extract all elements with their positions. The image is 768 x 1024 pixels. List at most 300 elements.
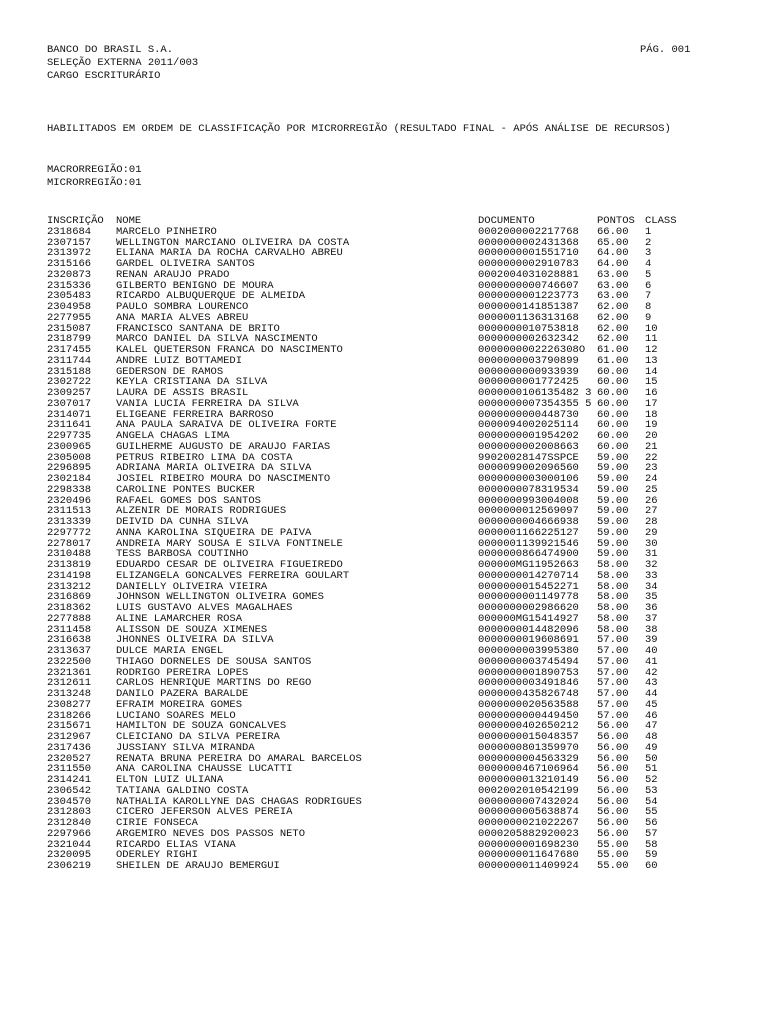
cell-class: 46	[645, 709, 658, 722]
cell-documento: 0000000007354355 5	[478, 397, 592, 410]
cell-inscricao: 2313637	[47, 645, 92, 657]
cell-nome: ELIZANGELA GONCALVES FERREIRA GOULART	[116, 569, 350, 582]
cell-class: 39	[645, 634, 658, 647]
cell-pontos: 60.00	[597, 365, 629, 378]
cell-inscricao: 2312840	[47, 817, 92, 829]
cell-class: 27	[645, 505, 658, 518]
cargo-name: CARGO ESCRITURÁRIO	[47, 70, 161, 82]
micro-region: MICRORREGIÃO:01	[47, 177, 142, 189]
cell-pontos: 57.00	[597, 634, 629, 647]
cell-inscricao: 2320873	[47, 268, 92, 281]
cell-nome: CAROLINE PONTES BUCKER	[116, 483, 255, 496]
cell-nome: TATIANA GALDINO COSTA	[116, 784, 249, 797]
cell-nome: PETRUS RIBEIRO LIMA DA COSTA	[116, 451, 293, 464]
cell-pontos: 57.00	[597, 677, 629, 690]
cell-class: 6	[645, 279, 652, 292]
cell-inscricao: 2313972	[47, 247, 92, 260]
cell-inscricao: 2304958	[47, 301, 92, 313]
cell-documento: 0000000015452271	[478, 580, 579, 593]
cell-documento: 0000000011647680	[478, 849, 579, 862]
cell-class: 47	[645, 720, 658, 733]
cell-inscricao: 2322500	[47, 655, 92, 668]
table-row	[0, 399, 768, 410]
cell-nome: JHONNES OLIVEIRA DA SILVA	[116, 634, 274, 647]
cell-documento: 0000000005638874	[478, 806, 579, 819]
cell-pontos: 57.00	[597, 666, 629, 679]
cell-documento: 0000000015048357	[478, 731, 579, 743]
cell-class: 4	[645, 258, 652, 270]
cell-nome: ANDREIA MARY SOUSA E SILVA FONTINELE	[116, 537, 343, 550]
table-row	[0, 614, 768, 625]
cell-inscricao: 2311550	[47, 763, 92, 776]
cell-pontos: 57.00	[597, 655, 629, 668]
table-row	[0, 829, 768, 840]
cell-pontos: 58.00	[597, 602, 629, 614]
cell-class: 2	[645, 236, 652, 249]
cell-inscricao: 2306219	[47, 860, 92, 872]
cell-pontos: 56.00	[597, 784, 629, 797]
cell-nome: RODRIGO PEREIRA LOPES	[116, 666, 249, 679]
cell-documento: 0000000435826748	[478, 688, 579, 700]
cell-class: 35	[645, 591, 658, 604]
cell-class: 58	[645, 838, 658, 851]
cell-pontos: 62.00	[597, 322, 629, 335]
cell-class: 37	[645, 612, 658, 625]
cell-documento: 0000000011409924	[478, 860, 579, 872]
cell-documento: 0000000801359970	[478, 741, 579, 754]
cell-documento: 0000000002632342	[478, 333, 579, 346]
table-row	[0, 861, 768, 872]
cell-pontos: 57.00	[597, 688, 629, 700]
page-number: PÁG. 001	[640, 44, 691, 56]
col-header-documento: DOCUMENTO	[478, 215, 535, 227]
cell-documento: 0000000003491846	[478, 677, 579, 690]
cell-inscricao: 2298338	[47, 483, 92, 496]
cell-class: 40	[645, 645, 658, 657]
cell-nome: WELLINGTON MARCIANO OLIVEIRA DA COSTA	[116, 236, 350, 249]
cell-documento: 0000000141851387	[478, 301, 579, 313]
cell-pontos: 58.00	[597, 559, 629, 571]
cell-inscricao: 2321361	[47, 666, 92, 679]
cell-class: 44	[645, 688, 658, 700]
cell-inscricao: 2316638	[47, 634, 92, 647]
cell-class: 54	[645, 795, 658, 808]
cell-nome: GILBERTO BENIGNO DE MOURA	[116, 279, 274, 292]
cell-nome: ANA CAROLINA CHAUSSE LUCATTI	[116, 763, 293, 776]
cell-inscricao: 2297735	[47, 430, 92, 442]
cell-nome: PAULO SOMBRA LOURENCO	[116, 301, 249, 313]
cell-inscricao: 2318799	[47, 333, 92, 346]
table-row	[0, 571, 768, 582]
cell-documento: 0000000003995380	[478, 645, 579, 657]
cell-class: 1	[645, 225, 652, 238]
cell-pontos: 62.00	[597, 333, 629, 346]
cell-nome: SHEILEN DE ARAUJO BEMERGUI	[116, 860, 280, 872]
cell-class: 19	[645, 419, 658, 432]
cell-class: 16	[645, 387, 658, 399]
cell-class: 18	[645, 408, 658, 421]
cell-pontos: 62.00	[597, 311, 629, 324]
cell-nome: DULCE MARIA ENGEL	[116, 645, 224, 657]
cell-nome: LUCIANO SOARES MELO	[116, 709, 236, 722]
cell-inscricao: 2310488	[47, 548, 92, 561]
cell-nome: DANIELLY OLIVEIRA VIEIRA	[116, 580, 268, 593]
cell-nome: DANILO PAZERA BARALDE	[116, 688, 249, 700]
cell-inscricao: 2315188	[47, 365, 92, 378]
cell-inscricao: 2320095	[47, 849, 92, 862]
cell-inscricao: 2307157	[47, 236, 92, 249]
cell-documento: 0000000001772425	[478, 376, 579, 389]
cell-pontos: 60.00	[597, 376, 629, 389]
cell-nome: JOHNSON WELLINGTON OLIVEIRA GOMES	[116, 591, 324, 604]
cell-inscricao: 2297966	[47, 827, 92, 840]
cell-class: 43	[645, 677, 658, 690]
cell-pontos: 59.00	[597, 494, 629, 507]
cell-nome: ODERLEY RIGHI	[116, 849, 198, 862]
cell-class: 11	[645, 333, 658, 346]
cell-inscricao: 2318684	[47, 225, 92, 238]
cell-pontos: 58.00	[597, 591, 629, 604]
cell-pontos: 56.00	[597, 720, 629, 733]
cell-class: 7	[645, 290, 652, 303]
col-header-pontos: PONTOS	[597, 215, 635, 227]
cell-nome: RENATA BRUNA PEREIRA DO AMARAL BARCELOS	[116, 752, 362, 765]
cell-documento: 99020028147SSPCE	[478, 451, 579, 464]
cell-class: 50	[645, 752, 658, 765]
cell-pontos: 66.00	[597, 225, 629, 238]
cell-inscricao: 2302722	[47, 376, 92, 389]
cell-pontos: 61.00	[597, 354, 629, 367]
cell-documento: 0000094002025114	[478, 419, 579, 432]
table-row	[0, 743, 768, 754]
table-row	[0, 442, 768, 453]
macro-region: MACRORREGIÃO:01	[47, 164, 142, 176]
cell-inscricao: 2309257	[47, 387, 92, 399]
cell-pontos: 58.00	[597, 623, 629, 636]
cell-documento: 0000000002986620	[478, 602, 579, 614]
cell-documento: 0000000003790899	[478, 354, 579, 367]
cell-nome: VANIA LUCIA FERREIRA DA SILVA	[116, 397, 299, 410]
cell-inscricao: 2304570	[47, 795, 92, 808]
cell-class: 21	[645, 440, 658, 453]
cell-nome: MARCELO PINHEIRO	[116, 225, 217, 238]
cell-class: 53	[645, 784, 658, 797]
cell-pontos: 63.00	[597, 290, 629, 303]
cell-documento: 0000000012569097	[478, 505, 579, 518]
cell-inscricao: 2311641	[47, 419, 92, 432]
cell-class: 28	[645, 516, 658, 528]
cell-pontos: 56.00	[597, 741, 629, 754]
cell-documento: 0002004031028881	[478, 268, 579, 281]
cell-inscricao: 2314241	[47, 774, 92, 786]
cell-nome: ALINE LAMARCHER ROSA	[116, 612, 243, 625]
cell-inscricao: 2312803	[47, 806, 92, 819]
cell-pontos: 59.00	[597, 473, 629, 485]
cell-inscricao: 2312611	[47, 677, 92, 690]
cell-pontos: 56.00	[597, 795, 629, 808]
cell-documento: 0000000000448730	[478, 408, 579, 421]
report-title: HABILITADOS EM ORDEM DE CLASSIFICAÇÃO POR MICRORREGIÃO (RESULTADO FINAL - APÓS ANÁLISE DE RECURSOS)	[47, 123, 671, 135]
bank-name: BANCO DO BRASIL S.A.	[47, 44, 174, 56]
cell-documento: 0000000078319534	[478, 483, 579, 496]
cell-pontos: 57.00	[597, 709, 629, 722]
cell-class: 45	[645, 698, 658, 711]
cell-inscricao: 2320527	[47, 752, 92, 765]
cell-class: 34	[645, 580, 658, 593]
cell-inscricao: 2277955	[47, 311, 92, 324]
cell-documento: 0000001136313168	[478, 311, 579, 324]
table-row	[0, 700, 768, 711]
cell-documento: 0000001166225127	[478, 526, 579, 539]
cell-documento: 0000000021022267	[478, 817, 579, 829]
cell-inscricao: 2313248	[47, 688, 92, 700]
cell-documento: 0002002010542199	[478, 784, 579, 797]
cell-inscricao: 2315336	[47, 279, 92, 292]
cell-pontos: 58.00	[597, 580, 629, 593]
cell-nome: KALEL QUETERSON FRANCA DO NASCIMENTO	[116, 344, 343, 356]
col-header-class: CLASS	[645, 215, 677, 227]
cell-pontos: 58.00	[597, 612, 629, 625]
cell-nome: GUILHERME AUGUSTO DE ARAUJO FARIAS	[116, 440, 331, 453]
cell-class: 13	[645, 354, 658, 367]
cell-nome: NATHALIA KAROLLYNE DAS CHAGAS RODRIGUES	[116, 795, 362, 808]
cell-class: 57	[645, 827, 658, 840]
cell-documento: 0000000001149778	[478, 591, 579, 604]
cell-documento: 0002000002217768	[478, 225, 579, 238]
cell-pontos: 62.00	[597, 301, 629, 313]
cell-class: 49	[645, 741, 658, 754]
cell-class: 42	[645, 666, 658, 679]
cell-class: 26	[645, 494, 658, 507]
cell-inscricao: 2318266	[47, 709, 92, 722]
cell-inscricao: 2313212	[47, 580, 92, 593]
cell-pontos: 60.00	[597, 440, 629, 453]
cell-class: 51	[645, 763, 658, 776]
cell-documento: 0000000001890753	[478, 666, 579, 679]
cell-nome: LAURA DE ASSIS BRASIL	[116, 387, 249, 399]
cell-pontos: 56.00	[597, 806, 629, 819]
cell-nome: ANNA KAROLINA SIQUEIRA DE PAIVA	[116, 526, 312, 539]
cell-inscricao: 2277888	[47, 612, 92, 625]
cell-nome: ALZENIR DE MORAIS RODRIGUES	[116, 505, 287, 518]
cell-documento: 0000000002910783	[478, 258, 579, 270]
cell-nome: GEDERSON DE RAMOS	[116, 365, 224, 378]
cell-class: 52	[645, 774, 658, 786]
cell-class: 12	[645, 344, 658, 356]
cell-pontos: 59.00	[597, 526, 629, 539]
cell-documento: 0000000106135482 3	[478, 387, 592, 399]
cell-class: 55	[645, 806, 658, 819]
cell-nome: ELIGEANE FERREIRA BARROSO	[116, 408, 274, 421]
cell-nome: CICERO JEFERSON ALVES PEREIA	[116, 806, 293, 819]
table-body	[0, 227, 768, 872]
cell-pontos: 59.00	[597, 451, 629, 464]
cell-class: 38	[645, 623, 658, 636]
cell-nome: ANGELA CHAGAS LIMA	[116, 430, 230, 442]
cell-nome: JOSIEL RIBEIRO MOURA DO NASCIMENTO	[116, 473, 331, 485]
cell-inscricao: 2314071	[47, 408, 92, 421]
cell-documento: 0000000002226308O	[478, 344, 586, 356]
cell-inscricao: 2321044	[47, 838, 92, 851]
cell-inscricao: 2311458	[47, 623, 92, 636]
table-row	[0, 786, 768, 797]
cell-pontos: 57.00	[597, 645, 629, 657]
cell-class: 30	[645, 537, 658, 550]
cell-nome: GARDEL OLIVEIRA SANTOS	[116, 258, 255, 270]
cell-inscricao: 2308277	[47, 698, 92, 711]
cell-pontos: 59.00	[597, 548, 629, 561]
cell-nome: ANA MARIA ALVES ABREU	[116, 311, 249, 324]
cell-pontos: 60.00	[597, 397, 629, 410]
cell-pontos: 59.00	[597, 537, 629, 550]
cell-pontos: 58.00	[597, 569, 629, 582]
cell-pontos: 64.00	[597, 247, 629, 260]
selection-name: SELEÇÃO EXTERNA 2011/003	[47, 57, 199, 69]
cell-class: 9	[645, 311, 652, 324]
cell-nome: RENAN ARAUJO PRADO	[116, 268, 230, 281]
cell-pontos: 60.00	[597, 430, 629, 442]
cell-class: 10	[645, 322, 658, 335]
cell-class: 33	[645, 569, 658, 582]
cell-pontos: 60.00	[597, 387, 629, 399]
cell-class: 48	[645, 731, 658, 743]
cell-class: 15	[645, 376, 658, 389]
cell-pontos: 60.00	[597, 419, 629, 432]
cell-pontos: 59.00	[597, 483, 629, 496]
cell-inscricao: 2316869	[47, 591, 92, 604]
cell-nome: RICARDO ALBUQUERQUE DE ALMEIDA	[116, 290, 306, 303]
cell-documento: 0000000001954202	[478, 430, 579, 442]
cell-documento: 0000000010753818	[478, 322, 579, 335]
cell-documento: 000000MG11952663	[478, 559, 579, 571]
cell-class: 24	[645, 473, 658, 485]
cell-documento: 0000000002008663	[478, 440, 579, 453]
cell-nome: KEYLA CRISTIANA DA SILVA	[116, 376, 268, 389]
cell-documento: 0000000402650212	[478, 720, 579, 733]
cell-documento: 0000000003000106	[478, 473, 579, 485]
cell-class: 59	[645, 849, 658, 862]
cell-inscricao: 2317436	[47, 741, 92, 754]
cell-nome: ARGEMIRO NEVES DOS PASSOS NETO	[116, 827, 306, 840]
cell-nome: ELIANA MARIA DA ROCHA CARVALHO ABREU	[116, 247, 343, 260]
cell-documento: 0000000001698230	[478, 838, 579, 851]
table-row	[0, 657, 768, 668]
cell-documento: 0000000866474900	[478, 548, 579, 561]
cell-inscricao: 2297772	[47, 526, 92, 539]
cell-documento: 000000MG15414927	[478, 612, 579, 625]
cell-inscricao: 2307017	[47, 397, 92, 410]
cell-class: 60	[645, 860, 658, 872]
cell-documento: 0000000013210149	[478, 774, 579, 786]
cell-class: 31	[645, 548, 658, 561]
results-table	[0, 216, 768, 872]
cell-nome: ELTON LUIZ ULIANA	[116, 774, 224, 786]
cell-inscricao: 2313339	[47, 516, 92, 528]
cell-nome: RAFAEL GOMES DOS SANTOS	[116, 494, 261, 507]
cell-documento: 0000000002431368	[478, 236, 579, 249]
cell-inscricao: 2317455	[47, 344, 92, 356]
cell-pontos: 60.00	[597, 408, 629, 421]
cell-pontos: 59.00	[597, 462, 629, 475]
cell-inscricao: 2315166	[47, 258, 92, 270]
cell-pontos: 55.00	[597, 860, 629, 872]
table-row	[0, 227, 768, 238]
cell-pontos: 56.00	[597, 827, 629, 840]
cell-nome: EFRAIM MOREIRA GOMES	[116, 698, 243, 711]
cell-documento: 0000000001223773	[478, 290, 579, 303]
cell-documento: 0000099002096560	[478, 462, 579, 475]
cell-documento: 0000000014270714	[478, 569, 579, 582]
cell-nome: LUIS GUSTAVO ALVES MAGALHAES	[116, 602, 293, 614]
cell-pontos: 63.00	[597, 279, 629, 292]
cell-class: 3	[645, 247, 652, 260]
cell-pontos: 56.00	[597, 817, 629, 829]
cell-documento: 0000000467106964	[478, 763, 579, 776]
cell-class: 5	[645, 268, 652, 281]
cell-documento: 0000000004563329	[478, 752, 579, 765]
cell-class: 29	[645, 526, 658, 539]
cell-documento: 0000000000449450	[478, 709, 579, 722]
cell-pontos: 57.00	[597, 698, 629, 711]
cell-class: 32	[645, 559, 658, 571]
table-row	[0, 485, 768, 496]
cell-documento: 0000000993004008	[478, 494, 579, 507]
cell-nome: TESS BARBOSA COUTINHO	[116, 548, 249, 561]
cell-nome: ANA PAULA SARAIVA DE OLIVEIRA FORTE	[116, 419, 337, 432]
cell-inscricao: 2300965	[47, 440, 92, 453]
cell-inscricao: 2313819	[47, 559, 92, 571]
col-header-nome: NOME	[116, 215, 142, 227]
cell-class: 56	[645, 817, 658, 829]
cell-class: 25	[645, 483, 658, 496]
cell-pontos: 61.00	[597, 344, 629, 356]
cell-inscricao: 2311513	[47, 505, 92, 518]
cell-nome: FRANCISCO SANTANA DE BRITO	[116, 322, 280, 335]
cell-class: 22	[645, 451, 658, 464]
cell-inscricao: 2305483	[47, 290, 92, 303]
cell-inscricao: 2320496	[47, 494, 92, 507]
cell-pontos: 63.00	[597, 268, 629, 281]
cell-nome: CARLOS HENRIQUE MARTINS DO REGO	[116, 677, 312, 690]
table-row	[0, 270, 768, 281]
cell-inscricao: 2302184	[47, 473, 92, 485]
cell-pontos: 56.00	[597, 774, 629, 786]
col-header-inscricao: INSCRIÇÃO	[47, 215, 104, 227]
cell-documento: 0000000007432024	[478, 795, 579, 808]
cell-nome: JUSSIANY SILVA MIRANDA	[116, 741, 255, 754]
cell-pontos: 65.00	[597, 236, 629, 249]
cell-class: 17	[645, 397, 658, 410]
cell-inscricao: 2296895	[47, 462, 92, 475]
cell-nome: DEIVID DA CUNHA SILVA	[116, 516, 249, 528]
cell-documento: 0000000020563588	[478, 698, 579, 711]
cell-class: 14	[645, 365, 658, 378]
cell-documento: 0000000004666938	[478, 516, 579, 528]
cell-inscricao: 2314198	[47, 569, 92, 582]
table-row	[0, 356, 768, 367]
cell-class: 41	[645, 655, 658, 668]
cell-nome: CLEICIANO DA SILVA PEREIRA	[116, 731, 280, 743]
cell-inscricao: 2311744	[47, 354, 92, 367]
cell-documento: 0000000000746607	[478, 279, 579, 292]
cell-inscricao: 2312967	[47, 731, 92, 743]
cell-nome: THIAGO DORNELES DE SOUSA SANTOS	[116, 655, 312, 668]
cell-nome: ALISSON DE SOUZA XIMENES	[116, 623, 268, 636]
cell-nome: HAMILTON DE SOUZA GONCALVES	[116, 720, 287, 733]
cell-pontos: 59.00	[597, 516, 629, 528]
table-row	[0, 528, 768, 539]
cell-documento: 0000205882920023	[478, 827, 579, 840]
